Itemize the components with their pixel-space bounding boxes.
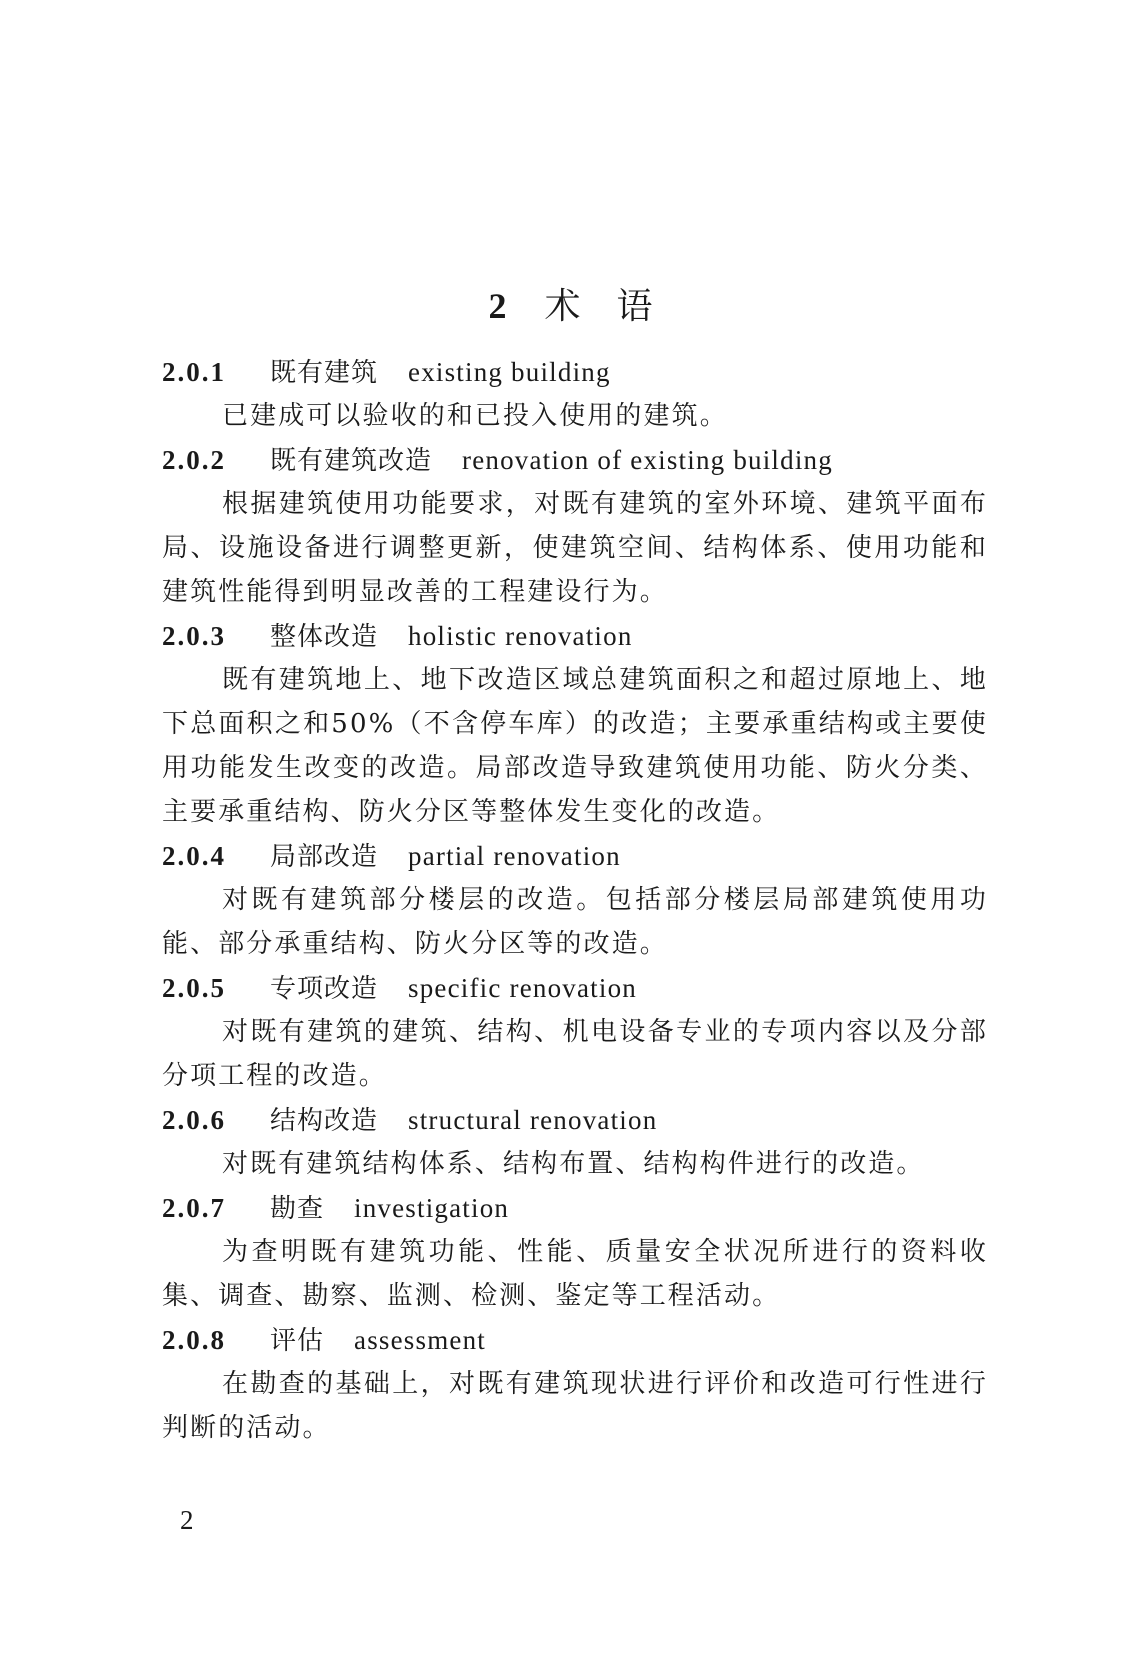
term-entry <box>162 1318 988 1450</box>
term-definition: 根据建筑使用功能要求，对既有建筑的室外环境、建筑平面布局、设施设备进行调整更新，使建筑空间、结构体系、使用功能和建筑性能得到明显改善的工程建设行为。 <box>162 489 988 607</box>
term-entry <box>162 966 988 1098</box>
term-number: 2.0.7 <box>162 1193 226 1223</box>
term-number: 2.0.3 <box>162 621 226 651</box>
term-entry <box>162 1098 988 1186</box>
term-heading <box>162 614 988 658</box>
term-name-en: specific renovation <box>408 973 637 1003</box>
term-number: 2.0.2 <box>162 445 226 475</box>
terms-list <box>162 350 988 1450</box>
term-name-cn: 结构改造 <box>270 1106 379 1136</box>
chapter-title-char-1: 术 <box>544 286 581 327</box>
page-number: 2 <box>180 1505 194 1535</box>
term-number: 2.0.4 <box>162 841 226 871</box>
term-definition: 为查明既有建筑功能、性能、质量安全状况所进行的资料收集、调查、勘察、监测、检测、鉴定等工程活动。 <box>162 1237 988 1311</box>
term-name-en: existing building <box>408 357 611 387</box>
term-number: 2.0.6 <box>162 1105 226 1135</box>
term-entry <box>162 614 988 834</box>
term-heading <box>162 1318 988 1362</box>
term-name-en: holistic renovation <box>408 621 633 651</box>
term-definition: 在勘查的基础上，对既有建筑现状进行评价和改造可行性进行判断的活动。 <box>162 1369 988 1443</box>
term-heading <box>162 350 988 394</box>
term-heading <box>162 438 988 482</box>
term-heading <box>162 966 988 1010</box>
term-heading <box>162 1098 988 1142</box>
term-name-en: investigation <box>354 1193 510 1223</box>
term-name-cn: 既有建筑 <box>270 358 379 388</box>
term-definition: 对既有建筑部分楼层的改造。包括部分楼层局部建筑使用功能、部分承重结构、防火分区等的改造。 <box>162 885 988 959</box>
term-heading <box>162 834 988 878</box>
term-name-cn: 评估 <box>270 1326 325 1356</box>
term-name-cn: 专项改造 <box>270 974 379 1004</box>
term-entry <box>162 1186 988 1318</box>
term-name-cn: 整体改造 <box>270 622 379 652</box>
chapter-title-char-2: 语 <box>616 286 653 327</box>
chapter-number: 2 <box>488 286 507 326</box>
term-definition: 对既有建筑的建筑、结构、机电设备专业的专项内容以及分部分项工程的改造。 <box>162 1017 988 1091</box>
term-entry <box>162 438 988 614</box>
term-name-cn: 勘查 <box>270 1194 325 1224</box>
term-number: 2.0.5 <box>162 973 226 1003</box>
term-name-en: assessment <box>354 1325 486 1355</box>
chapter-heading <box>0 278 1141 329</box>
term-name-en: renovation of existing building <box>462 445 833 475</box>
term-definition: 对既有建筑结构体系、结构布置、结构构件进行的改造。 <box>222 1149 925 1179</box>
term-definition: 既有建筑地上、地下改造区域总建筑面积之和超过原地上、地下总面积之和50%（不含停车库）的改造；主要承重结构或主要使用功能发生改变的改造。局部改造导致建筑使用功能、防火分类、主要承重结构、防火分区等整体发生变化的改造。 <box>162 665 988 827</box>
term-name-en: partial renovation <box>408 841 621 871</box>
term-entry <box>162 350 988 438</box>
term-entry <box>162 834 988 966</box>
term-name-cn: 既有建筑改造 <box>270 446 433 476</box>
term-number: 2.0.1 <box>162 357 226 387</box>
term-definition: 已建成可以验收的和已投入使用的建筑。 <box>222 401 728 431</box>
term-name-cn: 局部改造 <box>270 842 379 872</box>
term-name-en: structural renovation <box>408 1105 658 1135</box>
term-number: 2.0.8 <box>162 1325 226 1355</box>
term-heading <box>162 1186 988 1230</box>
